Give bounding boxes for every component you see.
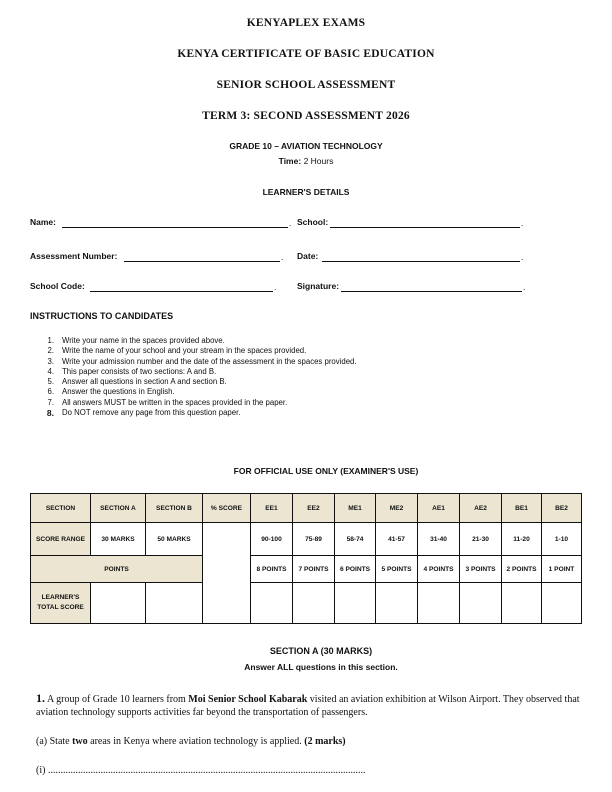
- learner-details-title: LEARNER'S DETAILS: [262, 187, 350, 197]
- range-cell: 11-20: [502, 523, 542, 556]
- time-label: Time:: [278, 156, 302, 166]
- section-b-marks: 50 MARKS: [146, 523, 203, 556]
- name-dot: .: [289, 218, 292, 228]
- org-title: KENYAPLEX EXAMS: [246, 17, 366, 29]
- official-use-title: FOR OFFICIAL USE ONLY (EXAMINER'S USE): [233, 466, 419, 476]
- question-1-text: A group of Grade 10 learners from: [46, 694, 189, 705]
- header-cell: SECTION A: [91, 494, 146, 523]
- score-range-label: SCORE RANGE: [31, 523, 91, 556]
- header-cell: ME1: [335, 494, 376, 523]
- assessment-number-dot: .: [281, 252, 284, 262]
- range-cell: 41-57: [376, 523, 418, 556]
- date-dot: .: [521, 252, 524, 262]
- instruction-item: 7. All answers MUST be written in the spaces provided in the paper.: [47, 397, 288, 407]
- grade-cell[interactable]: [418, 583, 460, 624]
- date-field[interactable]: [322, 261, 520, 262]
- certificate-title: KENYA CERTIFICATE OF BASIC EDUCATION: [177, 48, 435, 60]
- points-row: [31, 556, 582, 583]
- question-1-number: 1.: [36, 691, 45, 705]
- instruction-item: 2. Write the name of your school and your stream in the spaces provided.: [47, 346, 307, 356]
- score-table-header-row: [31, 494, 582, 523]
- header-cell: BE1: [502, 494, 542, 523]
- assessment-number-label: Assessment Number:: [30, 251, 118, 261]
- section-a-title: SECTION A (30 MARKS): [269, 646, 373, 656]
- date-label: Date:: [297, 251, 319, 261]
- header-cell: AE1: [418, 494, 460, 523]
- total-score-row: [31, 583, 582, 624]
- grade-cell[interactable]: [293, 583, 335, 624]
- question-1-school: Moi Senior School Kabarak: [188, 694, 308, 705]
- points-cell: 6 POINTS: [335, 556, 376, 583]
- points-cell: 1 POINT: [542, 556, 582, 583]
- range-cell: 21-30: [460, 523, 502, 556]
- instruction-item: 1. Write your name in the spaces provided above.: [47, 336, 225, 345]
- range-cell: 1-10: [542, 523, 582, 556]
- assessment-title: SENIOR SCHOOL ASSESSMENT: [216, 79, 396, 91]
- question-1a-prefix: (a) State: [36, 736, 73, 747]
- question-1a-marks: (2 marks): [304, 736, 346, 747]
- grade-cell[interactable]: [542, 583, 582, 624]
- school-code-dot: .: [274, 282, 277, 292]
- instruction-item: 8. Do NOT remove any page from this question paper.: [46, 408, 241, 419]
- instruction-item: 6. Answer the questions in English.: [47, 387, 175, 397]
- time-line: [0, 156, 612, 166]
- time-value: 2 Hours: [303, 156, 334, 166]
- signature-dot: .: [523, 282, 526, 292]
- percent-score-cell[interactable]: [203, 523, 251, 624]
- name-field[interactable]: [62, 227, 288, 228]
- points-cell: 4 POINTS: [418, 556, 460, 583]
- section-a-marks: 30 MARKS: [91, 523, 146, 556]
- header-cell: SECTION: [31, 494, 91, 523]
- points-cell: 5 POINTS: [376, 556, 418, 583]
- section-a-score-cell[interactable]: [91, 583, 146, 624]
- header-cell: EE2: [293, 494, 335, 523]
- instruction-item: 4. This paper consists of two sections: A and B.: [47, 366, 217, 376]
- grade-cell[interactable]: [502, 583, 542, 624]
- header-cell: SECTION B: [146, 494, 203, 523]
- header-cell: % SCORE: [203, 494, 251, 523]
- header-cell: EE1: [251, 494, 293, 523]
- name-label: Name:: [30, 217, 56, 227]
- signature-field[interactable]: [341, 291, 522, 292]
- points-cell: 8 POINTS: [251, 556, 293, 583]
- school-field[interactable]: [330, 227, 520, 228]
- question-1a-bold: two: [72, 736, 88, 747]
- instruction-item: 3. Write your admission number and the date of the assessment in the spaces provided.: [47, 356, 357, 366]
- points-cell: 7 POINTS: [293, 556, 335, 583]
- range-cell: 58-74: [335, 523, 376, 556]
- points-label: POINTS: [31, 556, 203, 583]
- score-table: [30, 493, 582, 624]
- grade-cell[interactable]: [460, 583, 502, 624]
- school-dot: .: [521, 218, 524, 228]
- question-1a-text: areas in Kenya where aviation technology is applied.: [87, 736, 305, 747]
- range-cell: 75-89: [293, 523, 335, 556]
- question-1a: [36, 735, 346, 748]
- instructions-title: INSTRUCTIONS TO CANDIDATES: [30, 311, 174, 321]
- assessment-number-field[interactable]: [124, 261, 280, 262]
- signature-label: Signature:: [297, 281, 340, 291]
- question-1-text-cont: visited an aviation exhibition at Wilson Airport. They observed that aviation technology supports activities far beyond the transportation of passengers.: [36, 694, 580, 718]
- range-cell: 31-40: [418, 523, 460, 556]
- header-cell: ME2: [376, 494, 418, 523]
- header-cell: BE2: [542, 494, 582, 523]
- school-code-label: School Code:: [30, 281, 85, 291]
- subject-title: GRADE 10 – AVIATION TECHNOLOGY: [229, 141, 383, 151]
- header-cell: AE2: [460, 494, 502, 523]
- total-score-label: LEARNER'S TOTAL SCORE: [31, 583, 91, 624]
- range-cell: 90-100: [251, 523, 293, 556]
- term-title: TERM 3: SECOND ASSESSMENT 2026: [202, 110, 410, 122]
- points-cell: 2 POINTS: [502, 556, 542, 583]
- grade-cell[interactable]: [376, 583, 418, 624]
- answer-line-i[interactable]: (i) ...............................................................................................................................: [36, 765, 366, 776]
- question-1: [36, 692, 602, 719]
- instruction-item: 5. Answer all questions in section A and section B.: [47, 377, 227, 387]
- section-b-score-cell[interactable]: [146, 583, 203, 624]
- section-a-subtitle: Answer ALL questions in this section.: [244, 662, 398, 672]
- grade-cell[interactable]: [335, 583, 376, 624]
- grade-cell[interactable]: [251, 583, 293, 624]
- school-label: School:: [297, 217, 329, 227]
- school-code-field[interactable]: [90, 291, 273, 292]
- instructions-list: [34, 336, 357, 418]
- score-range-row: [31, 523, 582, 556]
- points-cell: 3 POINTS: [460, 556, 502, 583]
